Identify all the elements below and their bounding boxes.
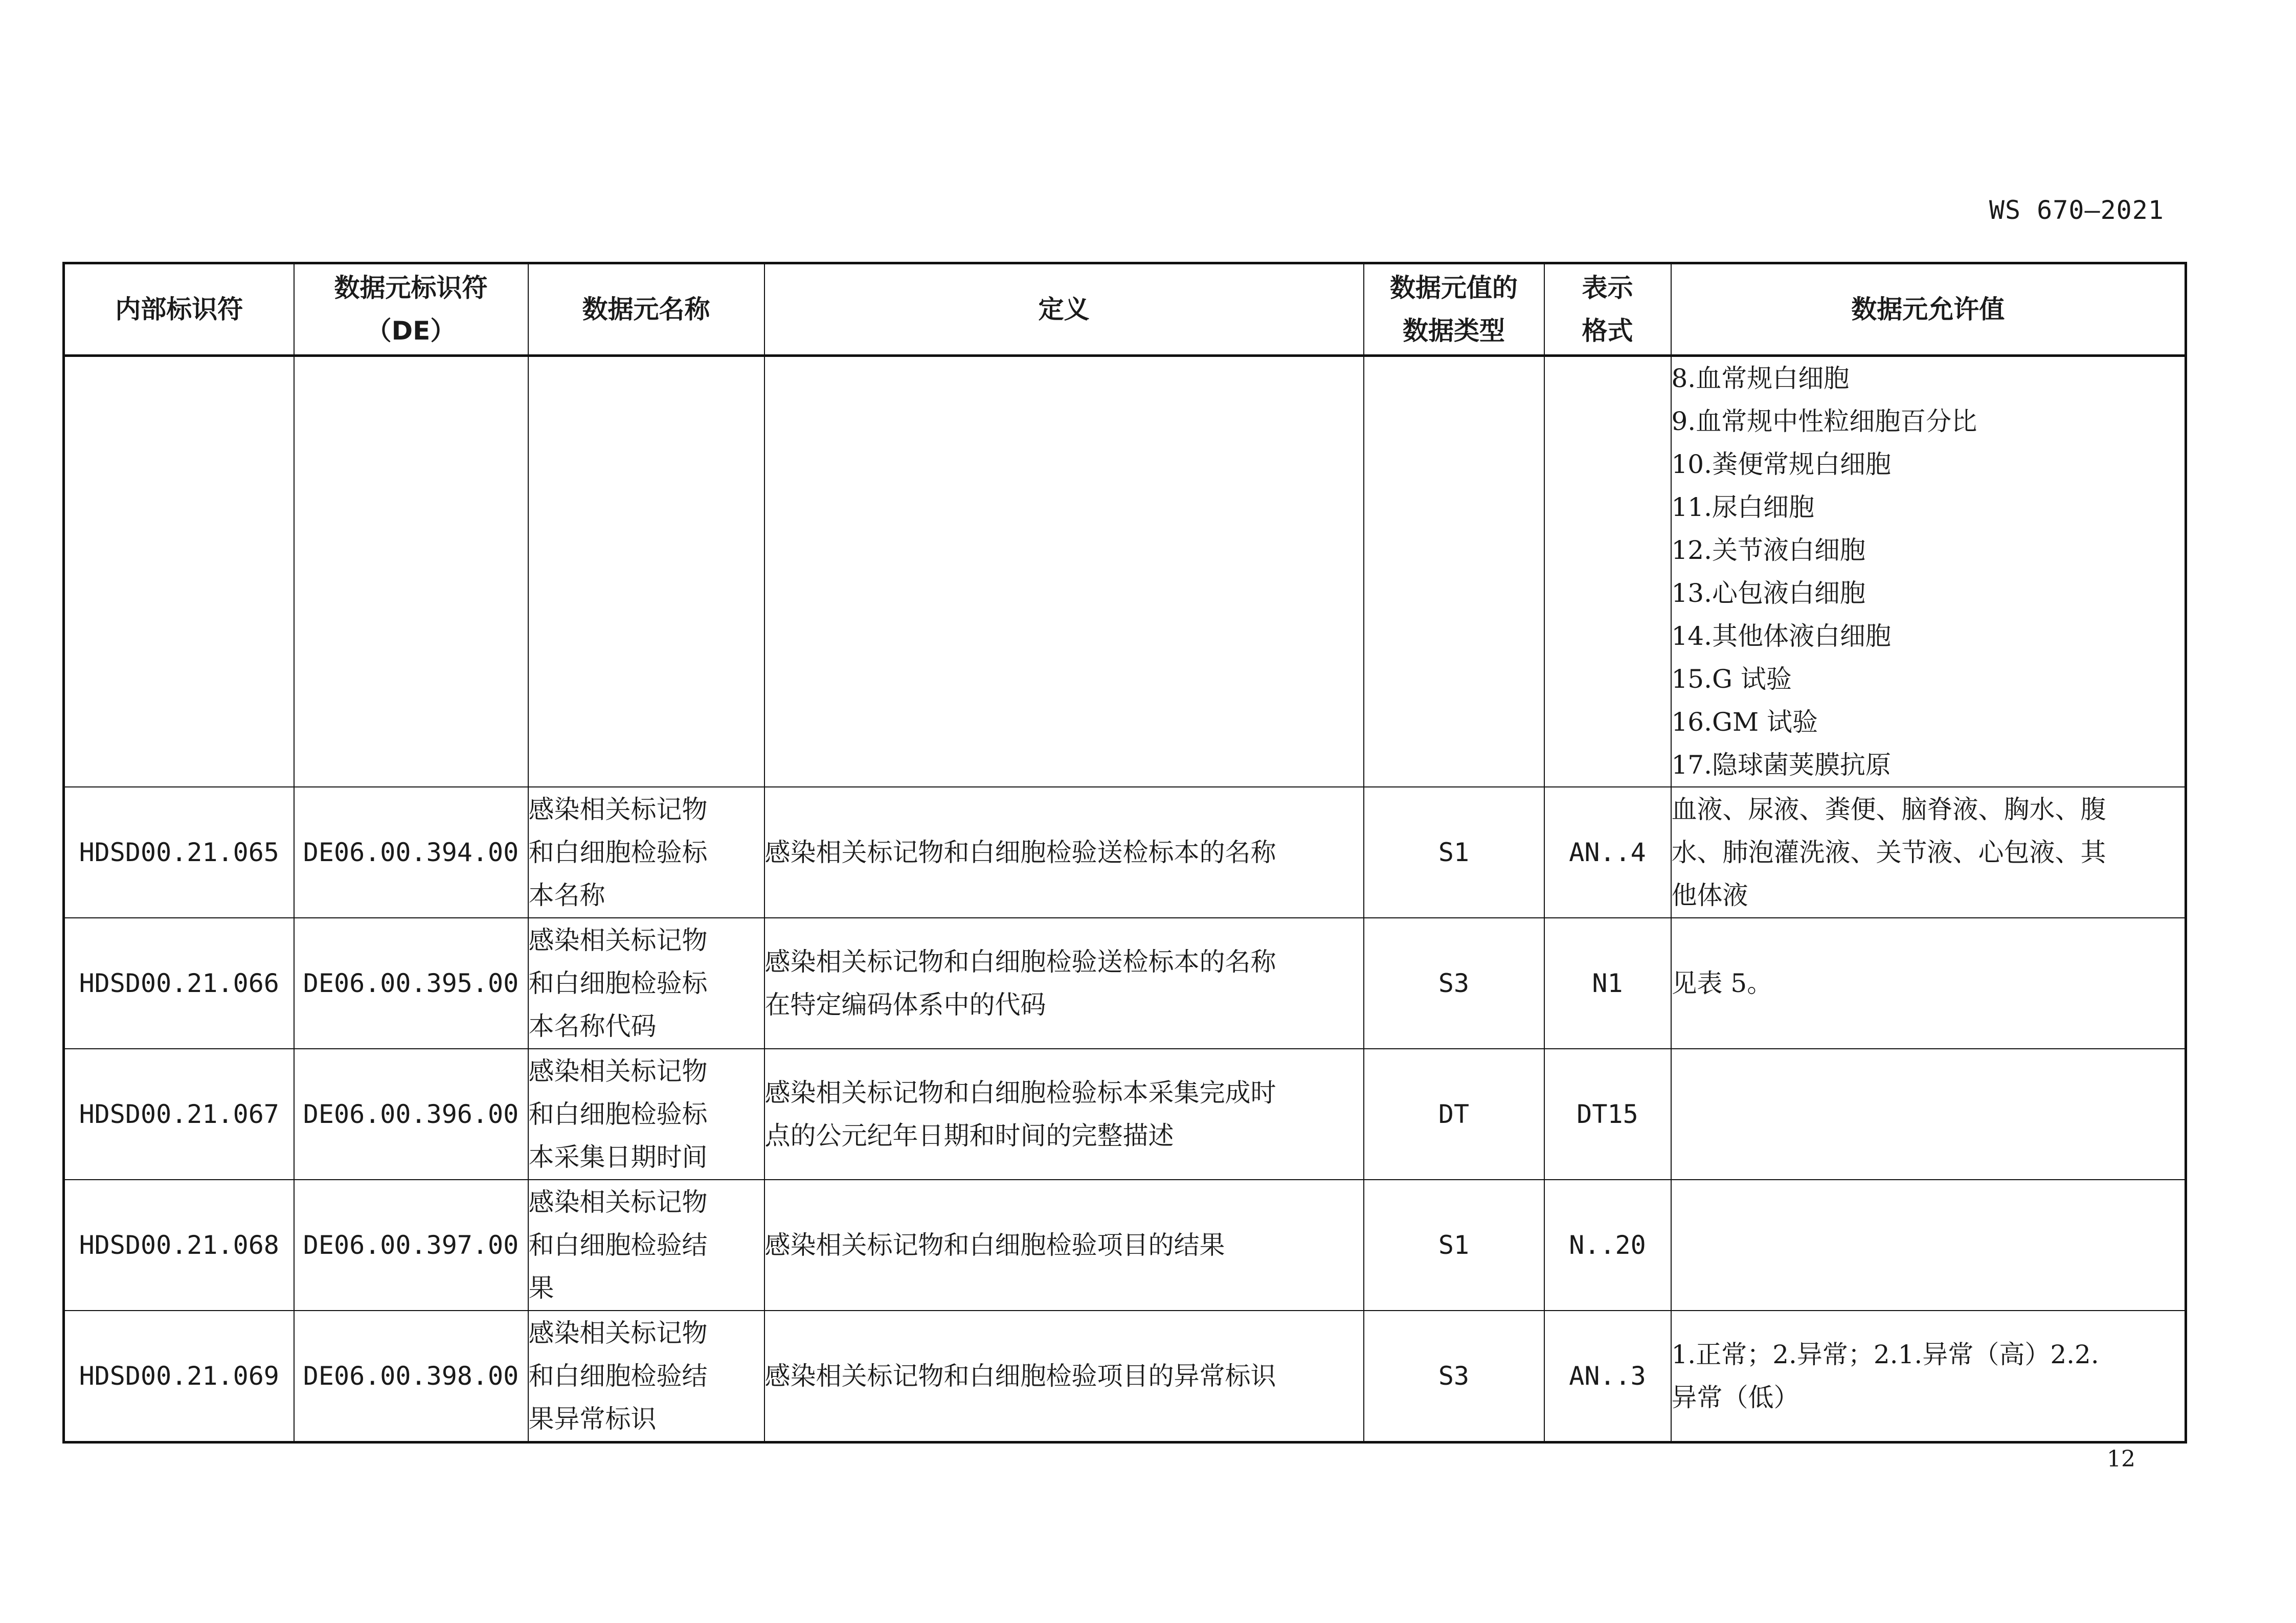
column-header-internal-id [64,263,294,356]
cell-empty [1544,356,1671,787]
cell-text-line: 和白细胞检验标 [528,968,708,998]
table-row [64,918,2186,1049]
column-header-format [1544,263,1671,356]
cell-empty [1364,356,1544,787]
cell-text-line: 感染相关标记物和白细胞检验标本采集完成时 [764,1078,1276,1108]
cell-text-line: 数据类型 [1403,316,1505,346]
cell-text-line: 果异常标识 [528,1404,657,1434]
cell-data-type: DT [1364,1049,1544,1180]
cell-name [528,1049,764,1180]
column-header-de-id [294,263,528,356]
cell-text-line: 内部标识符 [115,295,243,324]
cell-empty [528,356,764,787]
cell-text-line: 在特定编码体系中的代码 [764,990,1046,1020]
cell-definition [764,1180,1364,1311]
page-number: 12 [2107,1446,2135,1472]
column-header-name [528,263,764,356]
table-row [64,787,2186,918]
column-header-definition [764,263,1364,356]
cell-de-id: DE06.00.395.00 [294,918,528,1049]
cell-text-line: 10.粪便常规白细胞 [1671,449,1892,479]
cell-text-line: 感染相关标记物和白细胞检验项目的结果 [764,1230,1225,1260]
cell-allowed-values [1671,1180,2186,1311]
cell-text-line: 格式 [1582,316,1633,346]
cell-allowed-values [1671,1311,2186,1442]
cell-text-line: 感染相关标记物 [528,1187,708,1217]
cell-data-type: S3 [1364,1311,1544,1442]
cell-text-line: 水、肺泡灌洗液、关节液、心包液、其 [1671,838,2106,867]
cell-de-id: DE06.00.398.00 [294,1311,528,1442]
cell-empty [764,356,1364,787]
cell-format: N..20 [1544,1180,1671,1311]
cell-text-line: 和白细胞检验标 [528,838,708,867]
table-row [64,1049,2186,1180]
cell-text-line: 感染相关标记物 [528,795,708,824]
cell-text-line: 1.正常；2.异常；2.1.异常（高）2.2. [1671,1340,2099,1369]
cell-text-line: 数据元标识符 [334,273,488,303]
cell-format: DT15 [1544,1049,1671,1180]
cell-internal-id: HDSD00.21.067 [64,1049,294,1180]
cell-text-line: 和白细胞检验标 [528,1099,708,1129]
table-header-row [64,263,2186,356]
cell-text-line: 果 [528,1273,554,1303]
cell-definition [764,918,1364,1049]
cell-internal-id: HDSD00.21.069 [64,1311,294,1442]
cell-text-line: 他体液 [1671,881,1748,910]
cell-text-line: 数据元值的 [1390,273,1518,303]
cell-allowed-values [1671,356,2186,787]
cell-format: AN..4 [1544,787,1671,918]
cell-text-line: 感染相关标记物和白细胞检验送检标本的名称 [764,838,1276,867]
cell-text-line: 感染相关标记物 [528,1318,708,1348]
table-row [64,1311,2186,1442]
cell-empty [64,356,294,787]
cell-allowed-values [1671,918,2186,1049]
cell-de-id: DE06.00.397.00 [294,1180,528,1311]
cell-text-line: 15.G 试验 [1671,664,1792,694]
cell-allowed-values [1671,1049,2186,1180]
table-row-continuation [64,356,2186,787]
cell-format: AN..3 [1544,1311,1671,1442]
cell-text-line: 数据元允许值 [1851,295,2005,324]
cell-text-line: 感染相关标记物 [528,926,708,955]
cell-definition [764,787,1364,918]
table-row [64,1180,2186,1311]
cell-text-line: 17.隐球菌荚膜抗原 [1671,750,1892,780]
cell-format: N1 [1544,918,1671,1049]
cell-text-line: 16.GM 试验 [1671,707,1818,737]
cell-text-line: 本采集日期时间 [528,1142,708,1172]
cell-text-line: 异常（低） [1671,1383,1799,1412]
cell-name [528,918,764,1049]
cell-text-line: 14.其他体液白细胞 [1671,621,1892,651]
cell-text-line: 9.血常规中性粒细胞百分比 [1671,407,1977,436]
cell-text-line: 12.关节液白细胞 [1671,535,1866,565]
cell-internal-id: HDSD00.21.068 [64,1180,294,1311]
cell-text-line: （DE） [366,316,456,346]
cell-text-line: 感染相关标记物 [528,1056,708,1086]
cell-text-line: 定义 [1038,295,1090,324]
cell-definition [764,1049,1364,1180]
cell-empty [294,356,528,787]
cell-name [528,1311,764,1442]
cell-name [528,787,764,918]
cell-text-line: 血液、尿液、粪便、脑脊液、胸水、腹 [1671,795,2106,824]
cell-text-line: 13.心包液白细胞 [1671,578,1866,608]
cell-data-type: S1 [1364,1180,1544,1311]
data-element-table [62,262,2187,1444]
standard-code: WS 670—2021 [1989,195,2164,225]
cell-text-line: 和白细胞检验结 [528,1361,708,1391]
cell-text-line: 数据元名称 [582,295,710,324]
column-header-allowed-values [1671,263,2186,356]
cell-de-id: DE06.00.396.00 [294,1049,528,1180]
cell-text-line: 本名称 [528,881,605,910]
cell-allowed-values [1671,787,2186,918]
cell-text-line: 表示 [1582,273,1633,303]
cell-text-line: 点的公元纪年日期和时间的完整描述 [764,1121,1174,1151]
cell-definition [764,1311,1364,1442]
cell-text-line: 本名称代码 [528,1011,657,1041]
cell-data-type: S3 [1364,918,1544,1049]
cell-text-line: 感染相关标记物和白细胞检验送检标本的名称 [764,947,1276,977]
cell-data-type: S1 [1364,787,1544,918]
cell-text-line: 8.血常规白细胞 [1671,364,1850,393]
cell-de-id: DE06.00.394.00 [294,787,528,918]
cell-internal-id: HDSD00.21.065 [64,787,294,918]
cell-text-line: 11.尿白细胞 [1671,492,1815,522]
cell-name [528,1180,764,1311]
column-header-data-type [1364,263,1544,356]
cell-text-line: 感染相关标记物和白细胞检验项目的异常标识 [764,1361,1276,1391]
cell-text-line: 和白细胞检验结 [528,1230,708,1260]
cell-internal-id: HDSD00.21.066 [64,918,294,1049]
cell-text-line: 见表 5。 [1671,968,1773,998]
